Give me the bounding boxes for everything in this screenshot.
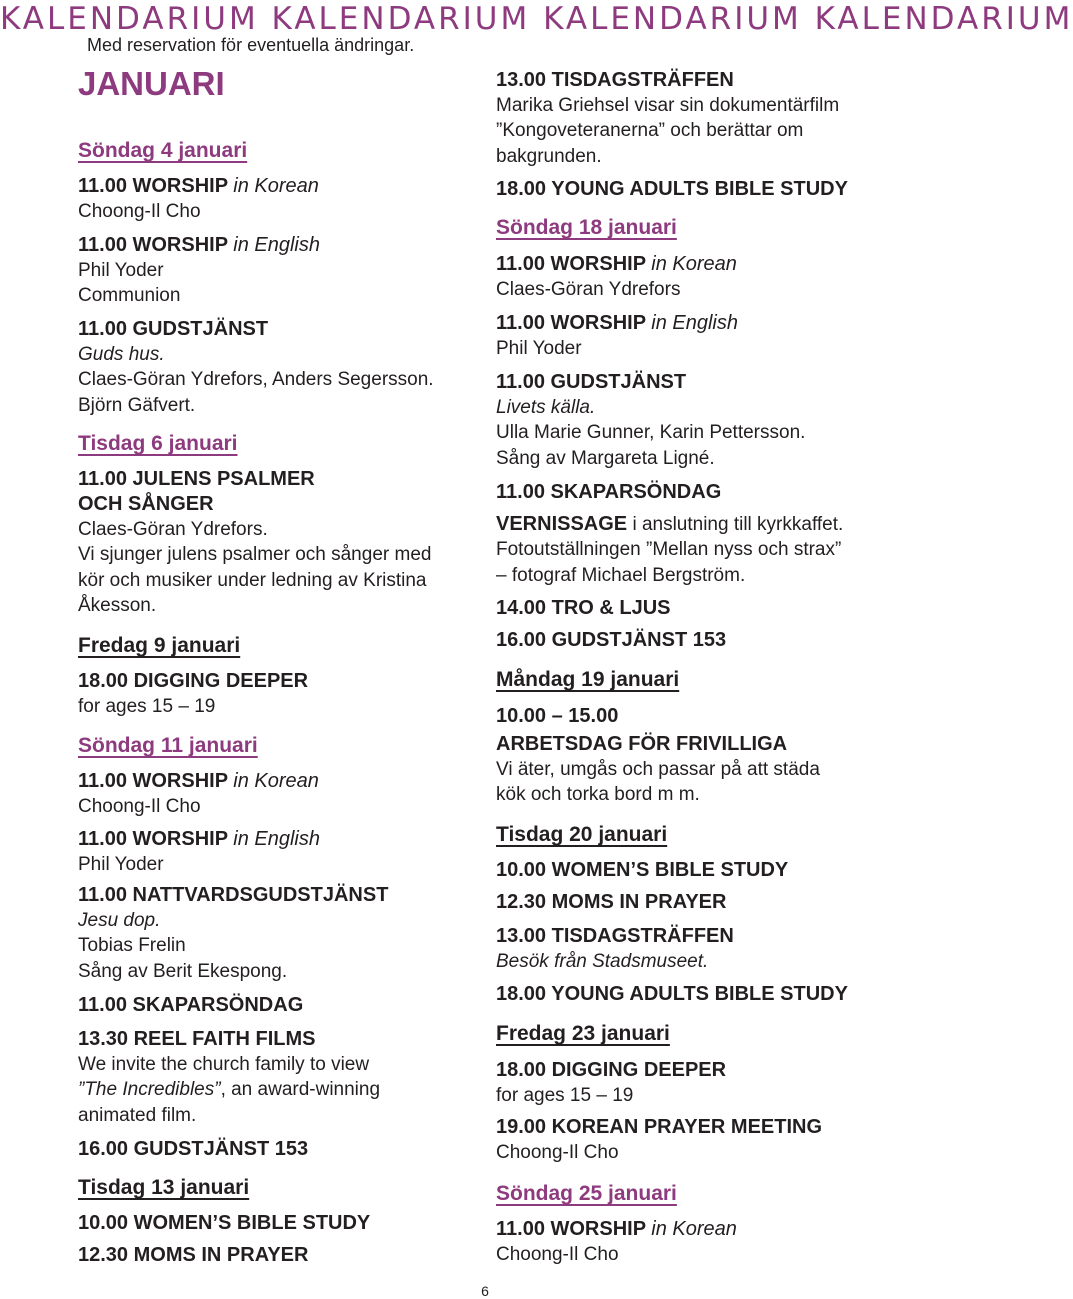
event-detail: Fotoutställningen ”Mellan nyss och strax” (496, 539, 842, 561)
event (496, 858, 788, 883)
event-detail: Björn Gäfvert. (78, 394, 196, 416)
event (496, 628, 726, 653)
event-detail: Choong-Il Cho (78, 201, 201, 222)
event-title: 11.00 JULENS PSALMER (78, 468, 315, 490)
event-title: 16.00 GUDSTJÄNST 153 (78, 1138, 309, 1160)
event-language: in Korean (233, 175, 319, 197)
event (496, 890, 726, 915)
film-title: ”The Incredibles” (78, 1079, 221, 1101)
event-title: 19.00 KOREAN PRAYER MEETING (496, 1116, 823, 1138)
event-title: 11.00 WORSHIP (496, 312, 646, 334)
day-heading: Tisdag 6 januari (78, 432, 238, 455)
event-title: 14.00 TRO & LJUS (496, 597, 671, 619)
event (78, 1027, 380, 1128)
event (78, 317, 434, 418)
event-title: 12.30 MOMS IN PRAYER (78, 1244, 309, 1266)
event-detail: Phil Yoder (78, 854, 164, 875)
event-detail: Åkesson. (78, 594, 157, 616)
event (496, 252, 737, 302)
event (496, 704, 820, 808)
banner-title: KALENDARIUM KALENDARIUM KALENDARIUM KALENDARIUM (0, 1, 1073, 37)
event-title: 13.00 TISDAGSTRÄFFEN (496, 925, 734, 947)
page-number: 6 (481, 1283, 489, 1299)
day-heading: Söndag 18 januari (496, 216, 677, 239)
event-detail: Communion (78, 285, 181, 307)
event-detail: bakgrunden. (496, 145, 602, 167)
event-title: 11.00 WORSHIP (78, 828, 228, 850)
event (496, 982, 848, 1007)
event-detail: Vi sjunger julens psalmer och sånger med (78, 544, 432, 566)
event-detail: Claes-Göran Ydrefors. (78, 519, 268, 540)
event-detail: We invite the church family to view (78, 1054, 370, 1075)
event-title: 11.00 WORSHIP (78, 175, 228, 197)
event-detail: Sång av Margareta Ligné. (496, 447, 715, 469)
event-detail: , an award-winning (220, 1079, 381, 1101)
event (496, 1058, 726, 1108)
event-detail: kör och musiker under ledning av Kristina (78, 569, 427, 591)
event-detail: for ages 15 – 19 (78, 696, 216, 717)
event-detail: Ulla Marie Gunner, Karin Pettersson. (496, 422, 806, 444)
event-detail: for ages 15 – 19 (496, 1085, 634, 1106)
event-detail: Phil Yoder (78, 260, 164, 281)
day-heading: Söndag 25 januari (496, 1182, 677, 1205)
day-heading: Söndag 4 januari (78, 139, 248, 162)
event (496, 1115, 822, 1165)
day-heading: Tisdag 20 januari (496, 823, 668, 846)
event (496, 512, 843, 588)
event (78, 1137, 308, 1162)
event-title: OCH SÅNGER (78, 493, 214, 515)
event-title: 11.00 GUDSTJÄNST (78, 318, 269, 340)
event-title: 11.00 WORSHIP (496, 1218, 646, 1240)
event-title: 11.00 SKAPARSÖNDAG (78, 994, 304, 1016)
event-detail: kök och torka bord m m. (496, 784, 700, 806)
day-heading: Söndag 11 januari (78, 734, 258, 757)
event-detail: Marika Griehsel visar sin dokumentärfilm (496, 95, 840, 116)
event (78, 467, 431, 618)
event-title: 18.00 DIGGING DEEPER (78, 670, 309, 692)
event-title: 11.00 NATTVARDSGUDSTJÄNST (78, 884, 389, 906)
event-theme: Livets källa. (496, 397, 596, 418)
event (78, 883, 388, 984)
event-title: 11.00 WORSHIP (78, 234, 228, 256)
event-language: in Korean (651, 253, 737, 275)
event-title: 10.00 WOMEN’S BIBLE STUDY (496, 859, 789, 881)
reservation-note: Med reservation för eventuella ändringar. (87, 35, 415, 55)
event-time: 10.00 – 15.00 (496, 705, 619, 727)
event-detail: Vi äter, umgås och passar på att städa (496, 759, 820, 780)
event-theme: Jesu dop. (78, 910, 161, 931)
event-detail: Sång av Berit Ekespong. (78, 960, 288, 982)
event (78, 233, 320, 309)
event (496, 68, 839, 169)
event-title: 16.00 GUDSTJÄNST 153 (496, 629, 727, 651)
event-detail: Claes-Göran Ydrefors (496, 279, 681, 300)
event-title: 13.30 REEL FAITH FILMS (78, 1028, 316, 1050)
event-detail: ”Kongoveteranerna” och berättar om (496, 120, 804, 142)
event-detail: animated film. (78, 1104, 197, 1126)
event (78, 993, 303, 1018)
event-detail: Tobias Frelin (78, 935, 186, 957)
event-detail: Choong-Il Cho (78, 796, 201, 817)
event (78, 827, 320, 877)
event (496, 596, 671, 621)
event-theme: Besök från Stadsmuseet. (496, 951, 709, 972)
day-heading: Fredag 9 januari (78, 634, 241, 657)
event (78, 769, 319, 819)
day-heading: Tisdag 13 januari (78, 1176, 250, 1199)
event (496, 311, 738, 361)
event-title: 11.00 WORSHIP (78, 770, 228, 792)
event-title: ARBETSDAG FÖR FRIVILLIGA (496, 733, 788, 755)
event (78, 174, 319, 224)
event-language: in Korean (233, 770, 319, 792)
event-detail: Choong-Il Cho (496, 1244, 619, 1265)
event-title: 10.00 WOMEN’S BIBLE STUDY (78, 1212, 371, 1234)
event-title: 12.30 MOMS IN PRAYER (496, 891, 727, 913)
event (496, 480, 721, 505)
event-detail: i anslutning till kyrkkaffet. (632, 514, 844, 535)
event-title: 18.00 YOUNG ADULTS BIBLE STUDY (496, 178, 848, 200)
event (496, 177, 848, 202)
day-heading: Måndag 19 januari (496, 668, 680, 691)
event-detail: Claes-Göran Ydrefors, Anders Segersson. (78, 369, 434, 391)
month-heading: JANUARI (78, 65, 225, 102)
event (496, 1217, 737, 1267)
event-language: in English (233, 234, 320, 256)
event-title: 11.00 GUDSTJÄNST (496, 371, 687, 393)
event-detail: – fotograf Michael Bergström. (496, 564, 746, 586)
event (78, 1243, 308, 1268)
event-language: in English (651, 312, 738, 334)
event (78, 1211, 370, 1236)
event-detail: Phil Yoder (496, 338, 582, 359)
event-title: VERNISSAGE (496, 513, 628, 535)
day-heading: Fredag 23 januari (496, 1022, 670, 1045)
event (496, 370, 805, 471)
event-language: in English (233, 828, 320, 850)
event-language: in Korean (651, 1218, 737, 1240)
event (496, 924, 734, 974)
event-detail: Choong-Il Cho (496, 1142, 619, 1163)
event-title: 18.00 DIGGING DEEPER (496, 1059, 727, 1081)
event-title: 18.00 YOUNG ADULTS BIBLE STUDY (496, 983, 848, 1005)
event-title: 11.00 SKAPARSÖNDAG (496, 481, 722, 503)
event-theme: Guds hus. (78, 344, 165, 365)
event (78, 669, 308, 719)
event-title: 13.00 TISDAGSTRÄFFEN (496, 69, 734, 91)
event-title: 11.00 WORSHIP (496, 253, 646, 275)
